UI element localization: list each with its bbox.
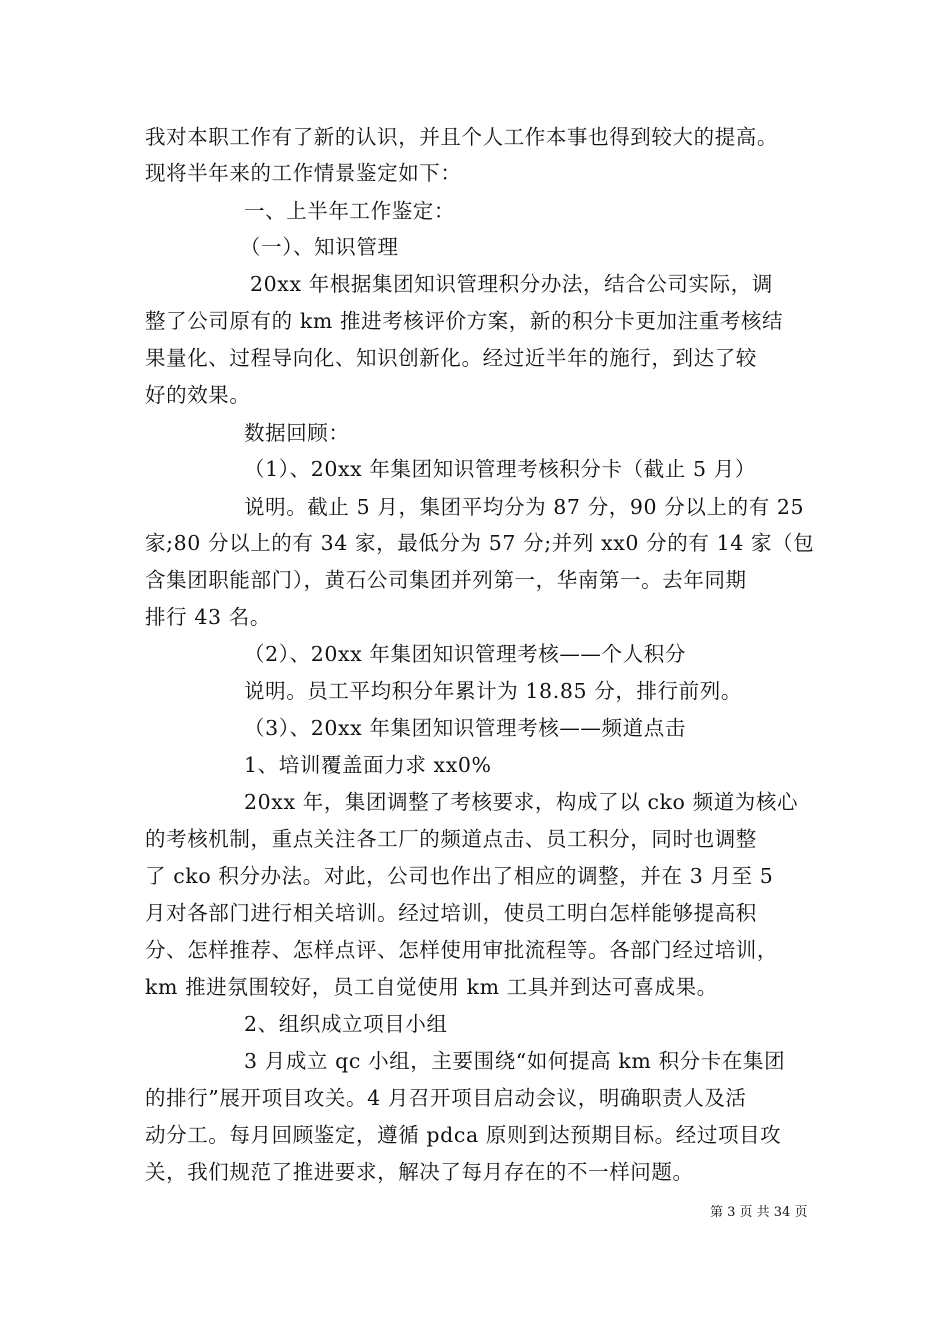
text-line: 的排行”展开项目攻关。4 月召开项目启动会议，明确职责人及活 <box>145 1086 747 1110</box>
section-heading: 一、上半年工作鉴定： <box>244 199 455 223</box>
text-line: 3 月成立 qc 小组，主要围绕“如何提高 km 积分卡在集团 <box>244 1049 786 1073</box>
text-line: 2、组织成立项目小组 <box>244 1012 448 1036</box>
text-line: （1）、20xx 年集团知识管理考核积分卡（截止 5 月） <box>244 457 756 481</box>
text-line: 说明。截止 5 月，集团平均分为 87 分，90 分以上的有 25 <box>244 495 805 519</box>
text-line: 我对本职工作有了新的认识，并且个人工作本事也得到较大的提高。 <box>145 125 778 149</box>
text-line: 说明。员工平均积分年累计为 18.85 分，排行前列。 <box>244 679 742 703</box>
text-line: 动分工。每月回顾鉴定，遵循 pdca 原则到达预期目标。经过项目攻 <box>145 1123 782 1147</box>
text-line: 排行 43 名。 <box>145 605 271 629</box>
text-line: 关，我们规范了推进要求，解决了每月存在的不一样问题。 <box>145 1160 694 1184</box>
text-line: 家;80 分以上的有 34 家，最低分为 57 分;并列 xx0 分的有 14 家（包 <box>145 531 815 555</box>
subsection-heading: （一）、知识管理 <box>240 235 399 259</box>
text-line: 现将半年来的工作情景鉴定如下： <box>145 161 462 185</box>
text-line: 月对各部门进行相关培训。经过培训，使员工明白怎样能够提高积 <box>145 901 757 925</box>
text-line: 数据回顾： <box>244 421 350 445</box>
text-line: 果量化、过程导向化、知识创新化。经过近半年的施行，到达了较 <box>145 346 757 370</box>
text-line: 20xx 年根据集团知识管理积分办法，结合公司实际，调 <box>250 272 773 296</box>
text-line: 1、培训覆盖面力求 xx0% <box>244 753 492 777</box>
text-line: 20xx 年，集团调整了考核要求，构成了以 cko 频道为核心 <box>244 790 799 814</box>
text-line: （2）、20xx 年集团知识管理考核——个人积分 <box>244 642 686 666</box>
text-line: 含集团职能部门），黄石公司集团并列第一，华南第一。去年同期 <box>145 568 747 592</box>
text-line: （3）、20xx 年集团知识管理考核——频道点击 <box>244 716 686 740</box>
text-line: 整了公司原有的 km 推进考核评价方案，新的积分卡更加注重考核结 <box>145 309 784 333</box>
text-line: km 推进氛围较好，员工自觉使用 km 工具并到达可喜成果。 <box>145 975 718 999</box>
text-line: 的考核机制，重点关注各工厂的频道点击、员工积分，同时也调整 <box>145 827 757 851</box>
text-line: 了 cko 积分办法。对此，公司也作出了相应的调整，并在 3 月至 5 <box>145 864 774 888</box>
page-number: 第 3 页 共 34 页 <box>710 1205 808 1220</box>
text-line: 好的效果。 <box>145 383 251 407</box>
text-line: 分、怎样推荐、怎样点评、怎样使用审批流程等。各部门经过培训， <box>145 938 778 962</box>
